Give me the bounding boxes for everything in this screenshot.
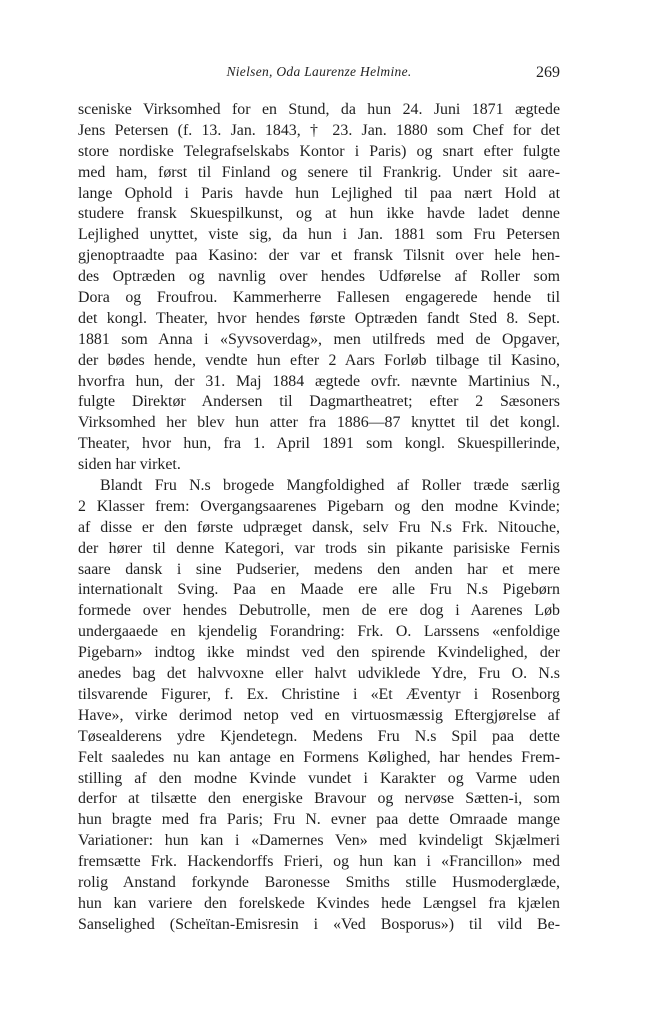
- text-line: derfor at tilsætte den energiske Bravour og nervøse Sætten-i, som: [78, 790, 560, 808]
- text-line: med ham, først til Finland og senere til Frankrig. Under sit aare-: [78, 163, 560, 181]
- running-head: [78, 64, 560, 88]
- text-line: studere fransk Skuespilkunst, og at hun ikke havde ladet denne: [78, 205, 560, 223]
- text-line: formede over hendes Debutrolle, men de ere dog i Aarenes Løb: [78, 602, 560, 620]
- text-line: gjenoptraadte paa Kasino: der var et fransk Tilsnit over hele hen-: [78, 247, 560, 265]
- text-line: 2 Klasser frem: Overgangsaarenes Pigebarn og den modne Kvinde;: [78, 497, 560, 515]
- text-line: Pigebarn» indtog ikke mindst ved den spirende Kvindelighed, der: [78, 644, 560, 662]
- text-line: Tøsealderens ydre Kjendetegn. Medens Fru N.s Spil paa dette: [78, 727, 560, 745]
- text-line: der hører til denne Kategori, var trods sin pikante parisiske Fernis: [78, 539, 560, 557]
- text-line: Virksomhed her blev hun atter fra 1886—87 knyttet til det kongl.: [78, 414, 560, 432]
- text-line: 1881 som Anna i «Syvsoverdag», men utilfreds med de Opgaver,: [78, 330, 560, 348]
- text-line: Lejlighed unyttet, viste sig, da hun i Jan. 1881 som Fru Petersen: [78, 226, 560, 244]
- text-line: Theater, hvor hun, fra 1. April 1891 som kongl. Skuespillerinde,: [78, 435, 560, 453]
- text-line: der bødes hende, vendte hun efter 2 Aars Forløb tilbage til Kasino,: [78, 351, 560, 369]
- text-line: des Optræden og navnlig over hendes Udførelse af Roller som: [78, 268, 560, 286]
- text-line: Jens Petersen (f. 13. Jan. 1843, † 23. Jan. 1880 som Chef for det: [78, 121, 560, 139]
- text-line: lange Ophold i Paris havde hun Lejlighed til paa nært Hold at: [78, 184, 560, 202]
- text-line: rolig Anstand forkynde Baronesse Smiths stille Husmoderglæde,: [78, 873, 560, 891]
- body-text: [78, 100, 560, 936]
- text-line: Dora og Froufrou. Kammerherre Fallesen engagerede hende til: [78, 289, 560, 307]
- text-line: af disse er den første udpræget dansk, selv Fru N.s Frk. Nitouche,: [78, 518, 560, 536]
- text-line: Variationer: hun kan i «Damernes Ven» med kvindeligt Skjælmeri: [78, 832, 560, 850]
- text-line: fulgte Direktør Andersen til Dagmartheatret; efter 2 Sæsoners: [78, 393, 560, 411]
- text-line: hun kan variere den forelskede Kvindes hede Længsel fra kjælen: [78, 894, 560, 912]
- text-line: tilsvarende Figurer, f. Ex. Christine i «Et Æventyr i Rosenborg: [78, 685, 560, 703]
- page-number: 269: [536, 64, 560, 81]
- text-line: Felt saaledes nu kan antage en Formens Kølighed, har hendes Frem-: [78, 748, 560, 766]
- text-line: hvorfra hun, der 31. Maj 1884 ægtede ovfr. nævnte Martinius N.,: [78, 372, 560, 390]
- text-line: anedes bag det halvvoxne eller halvt udviklede Ydre, Fru O. N.s: [78, 665, 560, 683]
- text-line-paragraph-start: Blandt Fru N.s brogede Mangfoldighed af Roller træde særlig: [100, 477, 560, 495]
- text-line: Sanselighed (Scheïtan-Emisresin i «Ved Bosporus») til vild Be-: [78, 915, 560, 933]
- text-line-paragraph-end: siden har virket.: [78, 456, 181, 474]
- text-line: undergaaede en kjendelig Forandring: Frk. O. Larssens «enfoldige: [78, 623, 560, 641]
- text-line: Have», virke derimod netop ved en virtuosmæssig Eftergjørelse af: [78, 706, 560, 724]
- text-line: sceniske Virksomhed for en Stund, da hun 24. Juni 1871 ægtede: [78, 101, 560, 118]
- text-line: store nordiske Telegrafselskabs Kontor i Paris) og snart efter fulgte: [78, 142, 560, 160]
- text-line: stilling af den modne Kvinde vundet i Karakter og Varme uden: [78, 769, 560, 787]
- text-line: fremsætte Frk. Hackendorffs Frieri, og hun kan i «Francillon» med: [78, 853, 560, 871]
- text-line: hun bragte med fra Paris; Fru N. evner paa dette Omraade mange: [78, 811, 560, 829]
- text-line: det kongl. Theater, hvor hendes første Optræden fandt Sted 8. Sept.: [78, 309, 560, 327]
- text-line: saare dansk i sine Pudserier, medens den anden har et mere: [78, 560, 560, 578]
- running-title: Nielsen, Oda Laurenze Helmine.: [226, 64, 412, 79]
- text-line: internationalt Sving. Paa en Maade ere alle Fru N.s Pigebørn: [78, 581, 560, 599]
